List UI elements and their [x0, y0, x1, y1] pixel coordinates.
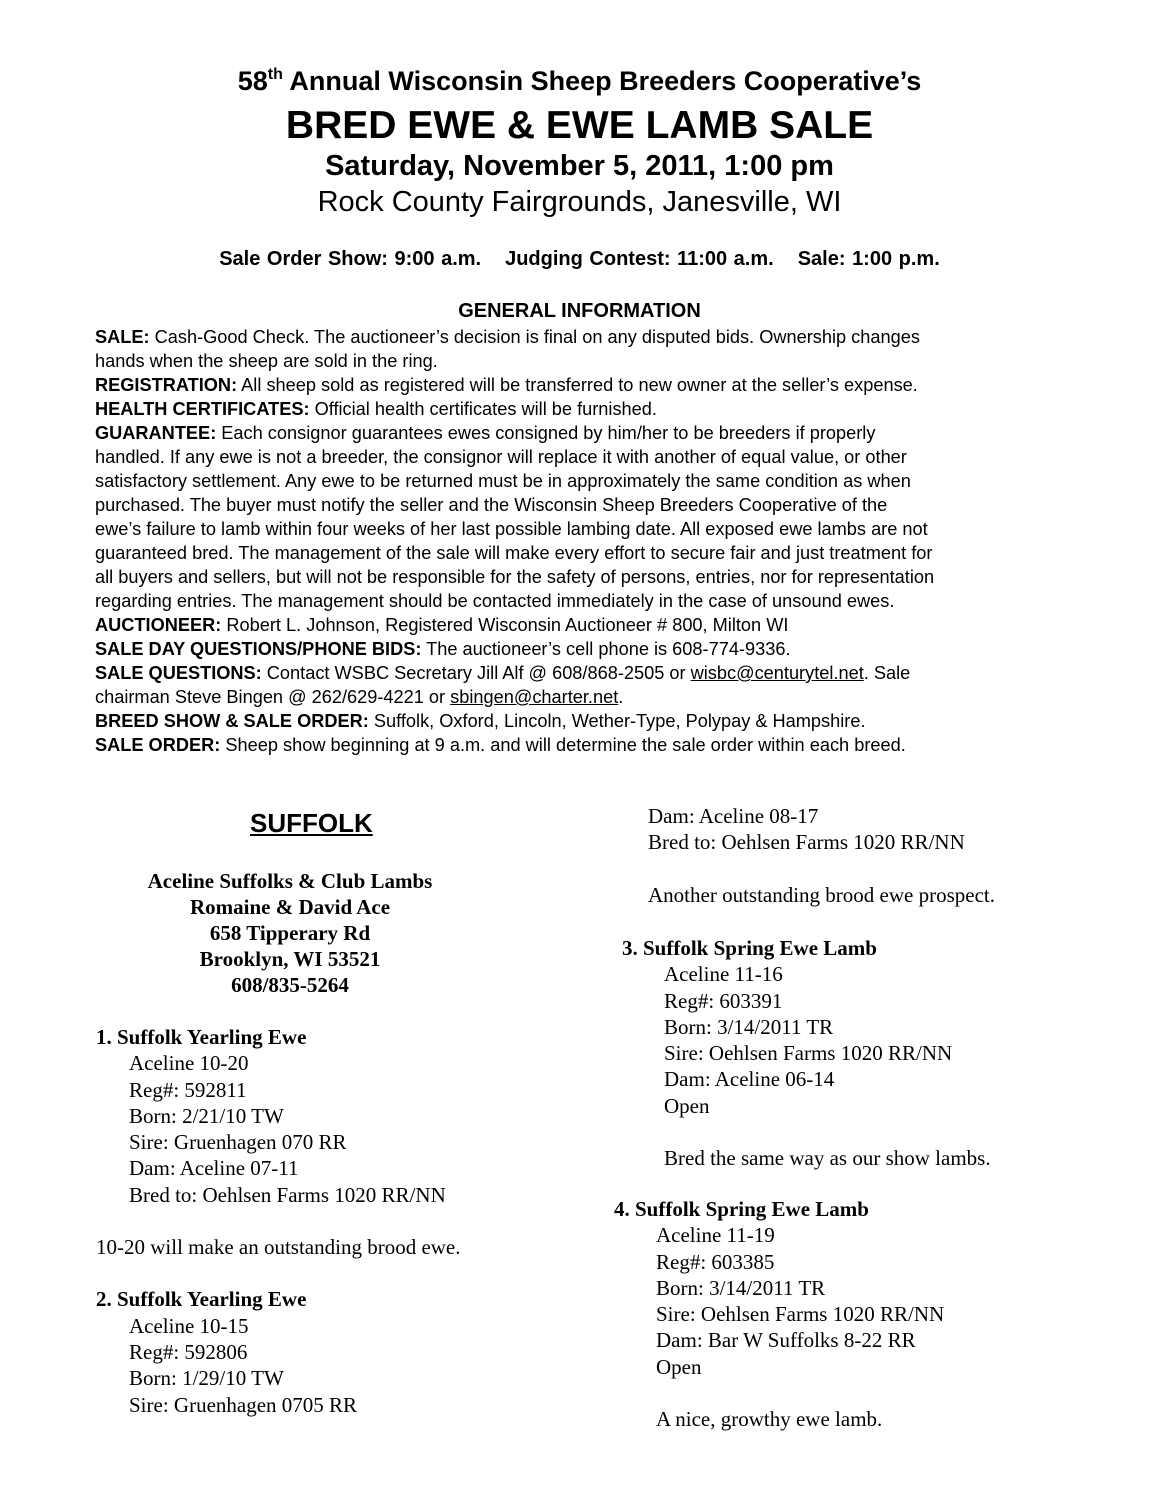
- chairman-text-end: .: [618, 687, 624, 707]
- lot-3-note: Bred the same way as our show lambs.: [664, 1146, 991, 1171]
- guarantee-line-5: ewe’s failure to lamb within four weeks of her last possible lambing date. All exposed ewe lambs are not: [95, 519, 928, 539]
- sale-order-line: [95, 733, 1075, 757]
- schedule-sale: Sale: 1:00 p.m.: [797, 248, 940, 270]
- sale-questions-line-2: [95, 685, 1075, 709]
- sale-questions-text-2: . Sale: [863, 663, 911, 683]
- breeder-owners: Romaine & David Ace: [189, 895, 391, 919]
- lot-4-line: Dam: Bar W Suffolks 8-22 RR: [656, 1328, 916, 1353]
- phone-bids-text: The auctioneer’s cell phone is 608-774-9336.: [421, 639, 791, 659]
- annual-heading-text: Annual Wisconsin Sheep Breeders Cooperative’s: [282, 66, 922, 96]
- sale-questions-text: Contact WSBC Secretary Jill Alf @ 608/868-2505 or: [261, 663, 691, 683]
- auctioneer-line: [95, 613, 1075, 637]
- lot-1-heading: 1. Suffolk Yearling Ewe: [96, 1025, 307, 1049]
- lot-4-line: Aceline 11-19: [656, 1223, 775, 1248]
- lot-1-note: 10-20 will make an outstanding brood ewe.: [96, 1235, 461, 1260]
- suffolk-section-title: SUFFOLK: [250, 808, 373, 838]
- breed-order-line: [95, 709, 1075, 733]
- health-text: Official health certificates will be furnished.: [309, 399, 657, 419]
- chairman-text: chairman Steve Bingen @ 262/629-4221 or: [95, 687, 451, 707]
- schedule-judging-contest: Judging Contest: 11:00 a.m.: [505, 248, 774, 270]
- registration-line: [95, 373, 1075, 397]
- breed-order-text: Suffolk, Oxford, Lincoln, Wether-Type, Polypay & Hampshire.: [368, 711, 866, 731]
- lot-3-line: Open: [664, 1093, 710, 1118]
- general-info-heading: GENERAL INFORMATION: [458, 300, 701, 322]
- lot-3-line: Born: 3/14/2011 TR: [664, 1014, 834, 1039]
- general-info-body: [95, 325, 1075, 757]
- registration-label: REGISTRATION:: [95, 375, 238, 395]
- lot-2-line: Aceline 10-15: [129, 1313, 249, 1338]
- lot-2-line: Born: 1/29/10 TW: [129, 1366, 284, 1391]
- guarantee-line: [95, 421, 1075, 445]
- lot-2-line: Sire: Gruenhagen 0705 RR: [129, 1392, 358, 1417]
- lot-4-note: A nice, growthy ewe lamb.: [656, 1407, 883, 1432]
- lot-4: [614, 1196, 944, 1432]
- sale-date: Saturday, November 5, 2011, 1:00 pm: [325, 150, 834, 182]
- schedule-line: [0, 248, 1159, 271]
- lot-1-line: Reg#: 592811: [129, 1077, 247, 1102]
- sale-title: BRED EWE & EWE LAMB SALE: [285, 104, 874, 147]
- guarantee-label: GUARANTEE:: [95, 423, 217, 443]
- sale-label: SALE:: [95, 327, 150, 347]
- lot-3-line: Dam: Aceline 06-14: [664, 1067, 835, 1092]
- sale-terms-line-2: hands when the sheep are sold in the ring.: [95, 351, 438, 371]
- sale-order-label: SALE ORDER:: [95, 735, 221, 755]
- guarantee-line-3: satisfactory settlement. Any ewe to be returned must be in approximately the same condition as when: [95, 471, 911, 491]
- lot-1-line: Dam: Aceline 07-11: [129, 1156, 299, 1181]
- lot-2-line: Dam: Aceline 08-17: [648, 804, 819, 828]
- lot-4-line: Open: [656, 1354, 702, 1379]
- guarantee-text: Each consignor guarantees ewes consigned by him/her to be breeders if properly: [216, 423, 876, 443]
- lot-2-line: Bred to: Oehlsen Farms 1020 RR/NN: [648, 830, 965, 855]
- lot-1-line: Sire: Gruenhagen 070 RR: [129, 1130, 347, 1155]
- secretary-email-link[interactable]: wisbc@centurytel.net: [690, 663, 864, 683]
- lot-1-line: Bred to: Oehlsen Farms 1020 RR/NN: [129, 1182, 446, 1207]
- auctioneer-text: Robert L. Johnson, Registered Wisconsin Auctioneer # 800, Milton WI: [221, 615, 789, 635]
- auctioneer-label: AUCTIONEER:: [95, 615, 222, 635]
- guarantee-line-4: purchased. The buyer must notify the seller and the Wisconsin Sheep Breeders Cooperative of the: [95, 495, 888, 515]
- lot-1-line: Aceline 10-20: [129, 1051, 249, 1076]
- breeder-name: Aceline Suffolks & Club Lambs: [147, 869, 433, 893]
- breeder-phone: 608/835-5264: [231, 973, 349, 997]
- breed-order-label: BREED SHOW & SALE ORDER:: [95, 711, 369, 731]
- phone-bids-line: [95, 637, 1075, 661]
- sale-questions-line: [95, 661, 1075, 685]
- lot-4-line: Sire: Oehlsen Farms 1020 RR/NN: [656, 1302, 945, 1327]
- lot-4-heading: 4. Suffolk Spring Ewe Lamb: [614, 1197, 869, 1221]
- lot-2-heading: 2. Suffolk Yearling Ewe: [96, 1287, 307, 1312]
- lot-2-note: Another outstanding brood ewe prospect.: [648, 882, 996, 907]
- health-line: [95, 397, 1075, 421]
- left-column: [96, 1024, 461, 1418]
- guarantee-line-8: regarding entries. The management should be contacted immediately in the case of unsound ewes.: [95, 591, 895, 611]
- lot-1-line: Born: 2/21/10 TW: [129, 1103, 284, 1128]
- lot-3-heading: 3. Suffolk Spring Ewe Lamb: [622, 936, 877, 960]
- sale-questions-label: SALE QUESTIONS:: [95, 663, 262, 683]
- annual-superscript: th: [267, 66, 283, 83]
- lot-2-continuation: [648, 803, 995, 908]
- schedule-sale-order-show: Sale Order Show: 9:00 a.m.: [219, 248, 482, 270]
- lot-4-line: Reg#: 603385: [656, 1249, 775, 1274]
- guarantee-line-2: handled. If any ewe is not a breeder, the consignor will replace it with another of equal value, or other: [95, 447, 907, 467]
- annual-heading: [0, 66, 1159, 97]
- breeder-info: [120, 868, 460, 998]
- breeder-street: 658 Tipperary Rd: [209, 921, 371, 945]
- sale-order-text: Sheep show beginning at 9 a.m. and will determine the sale order within each breed.: [220, 735, 906, 755]
- guarantee-line-7: all buyers and sellers, but will not be responsible for the safety of persons, entries, nor for representation: [95, 567, 935, 587]
- sale-text: Cash-Good Check. The auctioneer’s decision is final on any disputed bids. Ownership changes: [149, 327, 920, 347]
- registration-text: All sheep sold as registered will be transferred to new owner at the seller’s expense.: [237, 375, 918, 395]
- breeder-city: Brooklyn, WI 53521: [199, 947, 381, 971]
- lot-3-line: Reg#: 603391: [664, 988, 783, 1013]
- lot-4-line: Born: 3/14/2011 TR: [656, 1275, 826, 1300]
- lot-2-line: Reg#: 592806: [129, 1339, 248, 1364]
- sale-terms-line: [95, 325, 1075, 349]
- sale-location: Rock County Fairgrounds, Janesville, WI: [317, 186, 842, 218]
- chairman-email-link[interactable]: sbingen@charter.net: [450, 687, 619, 707]
- health-label: HEALTH CERTIFICATES:: [95, 399, 310, 419]
- lot-3-line: Sire: Oehlsen Farms 1020 RR/NN: [664, 1041, 953, 1066]
- phone-bids-label: SALE DAY QUESTIONS/PHONE BIDS:: [95, 639, 422, 659]
- annual-number: 58: [237, 66, 268, 96]
- guarantee-line-6: guaranteed bred. The management of the sale will make every effort to secure fair and just treatment for: [95, 543, 933, 563]
- lot-3: [622, 935, 991, 1171]
- lot-3-line: Aceline 11-16: [664, 962, 783, 987]
